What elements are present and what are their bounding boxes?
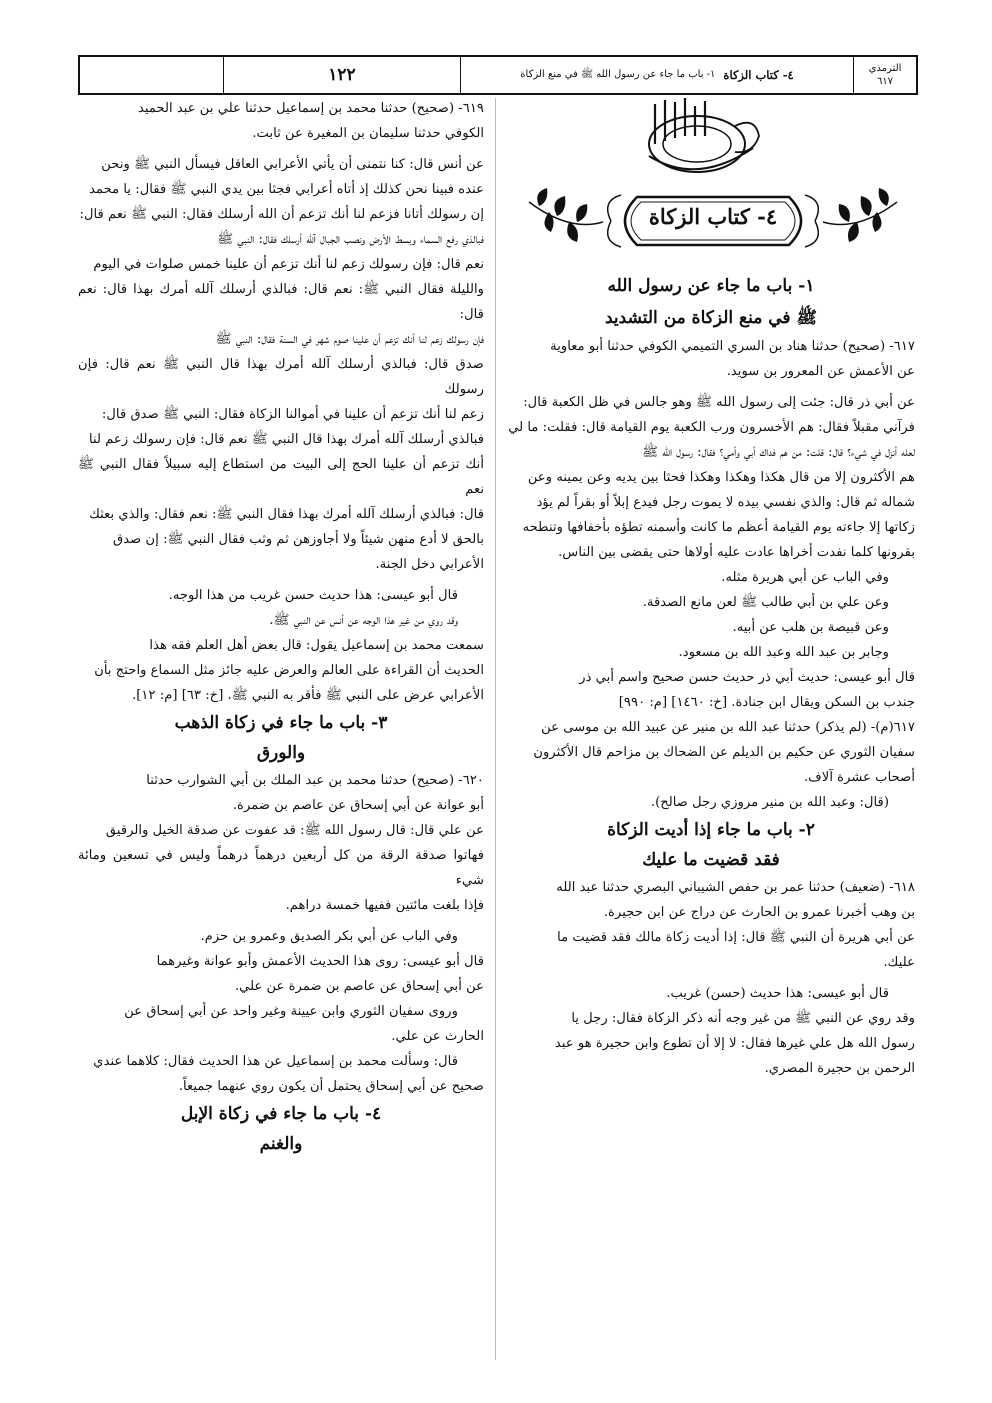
right-column xyxy=(507,96,915,1081)
sa-altu-line: قال: وسألت محمد بن إسماعيل عن هذا الحديث فقال: كلاهما عندي xyxy=(93,1054,458,1069)
hadith-620-isnad: ٦٢٠- (صحيح) حدثنا محمد بن عبد الملك بن أبي الشوارب حدثنا xyxy=(146,773,484,788)
chapter3-heading-a: ٣- باب ما جاء في زكاة الذهب xyxy=(174,713,388,733)
bab-line: وفي الباب عن أبي هريرة مثله. xyxy=(721,570,889,585)
hadith-617-line: بقرونها كلما نفدت أخراها عادت عليه أولاها حتى يقضى بين الناس. xyxy=(558,545,915,560)
chapter4-heading-b: والغنم xyxy=(259,1134,303,1154)
rawa-line: وروى سفيان الثوري وابن عيينة وغير واحد عن أبي إسحاق عن xyxy=(124,1004,458,1019)
hadith-619-line: صدق قال: فبالذي أرسلك آلله أمرك بهذا قال النبي ﷺ نعم قال: فإن رسولك xyxy=(78,357,484,397)
hadith-619-line: عن أنس قال: كنا نتمنى أن يأتي الأعرابي العاقل فيسأل النبي ﷺ ونحن xyxy=(101,157,484,172)
hadith-619-line: أنك تزعم أن علينا الحج إلى البيت من استطاع إليه سبيلاً فقال النبي ﷺ نعم xyxy=(78,457,484,497)
hadith-619-isnad: ٦١٩- (صحيح) حدثنا محمد بن إسماعيل حدثنا علي بن عبد الحميد xyxy=(137,101,484,116)
header-empty-cell xyxy=(80,57,223,93)
hadith-619-line: فإن رسولك زعم لنا أنك تزعم أن علينا صوم شهر في السنة فقال: النبي ﷺ xyxy=(215,332,484,347)
bab-line: وعن قبيصة بن هلب عن أبيه. xyxy=(732,620,889,635)
samiat-line: الحديث أن القراءة على العالم والعرض عليه جائز مثل السماع واحتج بأن xyxy=(94,663,484,678)
hadith-617m-line: سفيان الثوري عن حكيم بن الديلم عن الضحاك بن مزاحم قال الأكثرون xyxy=(533,745,915,760)
hadith-619-line: الأعرابي دخل الجنة. xyxy=(375,557,484,572)
chapter2-heading-a: ٢- باب ما جاء إذا أديت الزكاة xyxy=(607,820,815,840)
hadith-619-line: قال: فبالذي أرسلك آلله أمرك بهذا فقال النبي ﷺ: نعم فقال: والذي بعثك xyxy=(89,507,484,522)
hadith-618-isnad: ٦١٨- (ضعيف) حدثنا عمر بن حفص الشيباني البصري حدثنا عبد الله xyxy=(556,880,915,895)
chapter2-heading-b: فقد قضيت ما عليك xyxy=(642,850,780,870)
hadith-617-line: فرآني مقبلاً فقال: هم الأخسرون ورب الكعبة يوم القيامة قال: فقلت: ما لي xyxy=(508,420,915,435)
column-divider xyxy=(495,98,496,1360)
leaf-ornament-icon xyxy=(821,182,907,252)
hadith-619-line: فبالذي رفع السماء وبسط الأرض ونصب الجبال آلله أرسلك فقال: النبي ﷺ xyxy=(217,232,484,247)
hadith-619-line: بالحق لا أدع منهن شيئاً ولا أجاوزهن ثم وثب فقال النبي ﷺ: إن صدق xyxy=(113,532,484,547)
abu-isa-comment: قال أبو عيسى: حديث أبي ذر حديث حسن صحيح واسم أبي ذر xyxy=(579,670,915,685)
page-number: ١٢٢ xyxy=(328,65,356,85)
hadith-619-line: نعم قال: فإن رسولك زعم لنا أنك تزعم أن علينا خمس صلوات في اليوم xyxy=(93,257,484,272)
hadith-617-isnad-2: عن الأعمش عن المعرور بن سويد. xyxy=(726,364,915,379)
running-header xyxy=(78,55,918,95)
samiat-line: سمعت محمد بن إسماعيل يقول: قال بعض أهل العلم فقه هذا xyxy=(149,638,484,653)
bab-line: وجابر بن عبد الله وعبد الله بن مسعود. xyxy=(678,645,889,660)
hadith-620-line: فإذا بلغت مائتين ففيها خمسة دراهم. xyxy=(285,898,484,913)
abu-isa-comment: قال أبو عيسى: هذا حديث (حسن) غريب. xyxy=(666,986,889,1001)
hadith-617-line: لعله أنزل في شيء؟ قال: قلت: من هم فداك أبي وأمي؟ فقال: رسول الله ﷺ xyxy=(642,445,915,460)
hadith-617-line: هم الأكثرون إلا من قال هكذا وهكذا وهكذا فحثا بين يديه وعن يمينه وعن xyxy=(527,470,915,485)
hadith-617-line: عن أبي ذر قال: جئت إلى رسول الله ﷺ وهو جالس في ظل الكعبة قال: xyxy=(523,395,915,410)
hadith-620-line: عن علي قال: قال رسول الله ﷺ: قد عفوت عن صدقة الخيل والرقيق xyxy=(105,823,484,838)
abu-isa-comment: عن أبي إسحاق عن عاصم بن ضمرة عن علي. xyxy=(234,979,484,994)
rawa-line: الحارث عن علي. xyxy=(391,1029,484,1044)
abu-isa-comment: قال أبو عيسى: هذا حديث حسن غريب من هذا الوجه. xyxy=(168,588,458,603)
header-book-short: الترمذي xyxy=(868,63,902,74)
hadith-618-isnad: بن وهب أخبرنا عمرو بن الحارث عن دراج عن ابن حجيرة. xyxy=(603,905,915,920)
chapter4-heading-a: ٤- باب ما جاء في زكاة الإبل xyxy=(180,1104,382,1124)
hadith-619-line: زعم لنا أنك تزعم أن علينا في أموالنا الزكاة فقال: النبي ﷺ صدق قال: xyxy=(101,407,484,422)
tughra-ornament-icon xyxy=(635,96,765,178)
hadith-617m-line: ٦١٧(م)- (لم يذكر) حدثنا عبد الله بن منير عن عبيد الله بن موسى عن xyxy=(541,720,915,735)
header-chapter-title: ١- باب ما جاء عن رسول الله ﷺ في منع الزكاة xyxy=(520,69,716,80)
hadith-618-line: عن أبي هريرة أن النبي ﷺ قال: إذا أديت زكاة مالك فقد قضيت ما xyxy=(557,930,915,945)
left-column xyxy=(78,96,484,1159)
riwaya-line: الرحمن بن حجيرة المصري. xyxy=(764,1061,915,1076)
hadith-619-line: فبالذي أرسلك آلله أمرك بهذا قال النبي ﷺ نعم قال: فإن رسولك زعم لنا xyxy=(89,432,484,447)
samiat-line: الأعرابي عرض على النبي ﷺ فأقر به النبي ﷺ. [خ: ٦٣] [م: ١٢]. xyxy=(132,688,484,703)
riwaya-line: رسول الله هل علي غيرها فقال: لا إلا أن تطوع وابن حجيرة هو عبد xyxy=(554,1036,915,1051)
leaf-ornament-icon xyxy=(519,182,605,252)
hadith-619-line: والليلة فقال النبي ﷺ: نعم قال: فبالذي أرسلك آلله أمرك بهذا قال: نعم قال: xyxy=(78,282,484,322)
hadith-620-isnad: أبو عوانة عن أبي إسحاق عن عاصم بن ضمرة. xyxy=(232,798,484,813)
header-book-title: ٤- كتاب الزكاة xyxy=(723,68,794,82)
bab-line: وعن علي بن أبي طالب ﷺ لعن مانع الصدقة. xyxy=(642,595,889,610)
abu-isa-comment: جندب بن السكن ويقال ابن جنادة. [خ: ١٤٦٠] [م: ٩٩٠] xyxy=(618,695,915,710)
hadith-617-line: شماله ثم قال: والذي نفسي بيده لا يموت رجل فيدع إبلاً أو بقراً لم يؤد xyxy=(536,495,915,510)
hadith-617m-line: أصحاب عشرة آلاف. xyxy=(803,770,915,785)
riwaya-line: وقد روي عن النبي ﷺ من غير وجه أنه ذكر الزكاة فقال: رجل يا xyxy=(571,1011,915,1026)
chapter3-heading-b: والورق xyxy=(256,743,306,763)
hadith-619-isnad: الكوفي حدثنا سليمان بن المغيرة عن ثابت. xyxy=(252,126,484,141)
header-title-cell xyxy=(460,57,853,93)
ornament-area xyxy=(507,96,915,264)
header-page-cell xyxy=(223,57,460,93)
hadith-617-line: زكاتها إلا جاءته يوم القيامة أعظم ما كانت وأسمنه تطؤه بأخفافها وتنطحه xyxy=(522,520,915,535)
abu-isa-comment: قال أبو عيسى: روى هذا الحديث الأعمش وأبو عوانة وغيرهما xyxy=(156,954,484,969)
header-book-cell xyxy=(853,57,916,93)
hadith-617-isnad-1: ٦١٧- (صحيح) حدثنا هناد بن السري التميمي الكوفي حدثنا أبو معاوية xyxy=(550,339,915,354)
header-hadith-range: ٦١٧ xyxy=(876,76,894,87)
book-heading: ٤- كتاب الزكاة xyxy=(648,204,778,229)
chapter1-heading-a: ١- باب ما جاء عن رسول الله xyxy=(607,276,815,296)
hadith-618-line: عليك. xyxy=(883,955,915,970)
hadith-617m-note: (قال: وعبد الله بن منير مروزي رجل صالح). xyxy=(650,795,889,810)
chapter1-heading-b: ﷺ في منع الزكاة من التشديد xyxy=(605,308,817,328)
hadith-619-line: إن رسولك أتانا فزعم لنا أنك تزعم أن الله أرسلك فقال: النبي ﷺ نعم قال: xyxy=(79,207,484,222)
hadith-620-line: فهاتوا صدقة الرقة من كل أربعين درهماً درهماً وليس في تسعين ومائة شيء xyxy=(78,848,484,888)
bab-line: وفي الباب عن أبي بكر الصديق وعمرو بن حزم. xyxy=(200,929,458,944)
sa-altu-line: صحيح عن أبي إسحاق يحتمل أن يكون روي عنهما جميعاً. xyxy=(178,1079,484,1094)
hadith-619-line: عنده فبينا نحن كذلك إذ أتاه أعرابي فجثا بين يدي النبي ﷺ فقال: يا محمد xyxy=(89,182,484,197)
abu-isa-comment: وقد روي من غير هذا الوجه عن أنس عن النبي ﷺ. xyxy=(269,613,458,628)
